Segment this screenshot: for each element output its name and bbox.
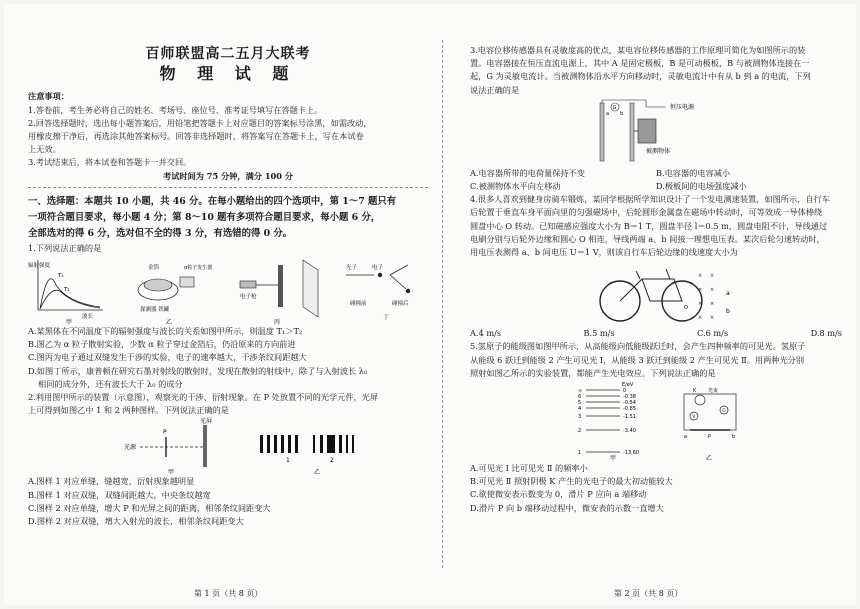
q4-stem-cont: 用电压表测得 a、b 间电压 U＝1 V，则该自行车后轮边缘的线速度大小为 — [470, 247, 738, 258]
t2-label: T₂ — [64, 287, 70, 294]
blackbody-ylabel: 辐射强度 — [28, 263, 51, 270]
level-n-label: 4 — [578, 405, 582, 412]
q4-stem-cont: 圆盘中心 O 转动。已知磁感应强度大小为 B＝1 T，圆盘半径 l＝0.5 m，圆盘电阻不计，导线通过 — [470, 220, 828, 231]
exam-sheet — [4, 4, 856, 605]
section-line: 一项符合题目要求，每小题 4 分；第 8～10 题有多项符合题目要求，每小题 6 分， — [28, 211, 381, 223]
svg-text:×: × — [698, 273, 703, 280]
level-energy-label: -0.85 — [623, 405, 636, 412]
level-energy-label: -3.40 — [623, 427, 636, 434]
level-n-label: ∞ — [578, 387, 583, 394]
fig-label-jia: 甲 — [610, 455, 617, 463]
svg-text:×: × — [698, 315, 703, 322]
q3-options-row — [470, 180, 842, 193]
electron-gun-label: 电子枪 — [240, 294, 257, 301]
fringe-pattern-1 — [260, 435, 298, 464]
q3-figure — [470, 97, 842, 167]
q4-option-b: B.5 m/s — [583, 328, 615, 339]
object-label: 被测物体 — [646, 147, 671, 155]
fig-label-yi: 乙 — [314, 469, 321, 476]
svg-text:×: × — [710, 315, 715, 322]
energy-level-diagram — [578, 382, 639, 462]
point-b-label: b — [620, 110, 624, 117]
q1-option-c: C.图丙为电子通过双缝发生干涉的实验，电子的速率越大，干涉条纹间距越大 — [28, 352, 307, 363]
page-2 — [470, 44, 842, 515]
svg-text:×: × — [698, 287, 703, 294]
fig-label-yi: 乙 — [706, 455, 713, 463]
fringe-pattern-2 — [313, 435, 354, 464]
q5-stem: 5.氢原子的能级图如图甲所示，从高能级向低能级跃迁时，会产生四种频率的可见光。氢原子 — [470, 341, 806, 352]
level-n-label: 2 — [578, 427, 582, 434]
svg-text:×: × — [710, 301, 715, 308]
level-n-label: 5 — [578, 399, 582, 406]
exam-title: 百师联盟高二五月大联考 — [145, 46, 311, 62]
power-supply-label: 恒压电源 — [670, 103, 695, 111]
energy-unit-label: E/eV — [622, 382, 634, 389]
fig-label-yi: 乙 — [166, 319, 173, 326]
q2-figures — [28, 417, 428, 475]
q4-stem-cont: 后轮置于垂直车身平面向里的匀强磁场中，后轮圆形金属盘在磁场中转动时，可等效成一导体棒绕 — [470, 207, 823, 218]
end-b-label: b — [732, 434, 736, 441]
photon-label: 光子 — [346, 265, 358, 272]
fig-label-jia: 甲 — [168, 469, 175, 476]
electron-label: 电子 — [372, 265, 384, 272]
blackbody-xlabel: 波长 — [82, 314, 94, 321]
fig-optical-bench — [124, 417, 212, 475]
divider-line — [28, 187, 428, 188]
photoelectric-circuit — [684, 387, 736, 462]
level-n-label: 1 — [578, 449, 582, 456]
q3-stem-cont: 起，G 为灵敏电流计。当被测物体沿水平方向移动时，灵敏电流计中有从 b 到 a 的电流，下列 — [470, 71, 811, 82]
galvanometer-label: G — [612, 104, 617, 111]
q3-option-d: D.极板间的电场强度减小 — [656, 181, 747, 192]
q3-options-row — [470, 167, 842, 180]
note-line: 3.考试结束后，将本试卷和答题卡一并交回。 — [28, 157, 192, 168]
center-o-label: O — [684, 305, 688, 312]
q3-option-c: C.被测物体水平向左移动 — [470, 181, 561, 192]
q1-option-d: D.如图丁所示，康普顿在研究石墨对射线的散射时，发现在散射的射线中，除了与入射波长 λ₀ — [28, 365, 368, 376]
pattern-2-label: 2 — [330, 457, 334, 465]
q2-stem-cont: 上可得到如图乙中 1 和 2 两种图样。下列说法正确的是 — [28, 405, 229, 416]
q2-option-d: D.图样 2 对应双缝，增大入射光的波长，相邻条纹间距变大 — [28, 516, 244, 527]
q3-stem-cont: 说法正确的是 — [470, 84, 520, 95]
q3-stem: 3.电容位移传感器具有灵敏度高的优点，某电容位移传感器的工作原理可简化为如图所示的装 — [470, 45, 806, 55]
fig-label-bing: 丙 — [274, 319, 281, 326]
fig-blackbody — [28, 260, 103, 325]
level-energy-label: -13.60 — [623, 449, 640, 456]
q5-stem-cont: 从能级 6 跃迁到能级 2 产生可见光 Ⅰ，从能级 3 跃迁到能级 2 产生可见光 Ⅱ。用两种光分别 — [470, 354, 805, 365]
note-line: 用橡皮擦干净后，再选涂其他答案标号。回答非选择题时，将答案写在答题卡上，写在本试卷 — [28, 131, 364, 142]
end-a-label: a — [684, 434, 688, 441]
slider-p-label: P — [708, 434, 712, 441]
q5-option-c: C.欲使微安表示数变为 0，滑片 P 应向 a 端移动 — [470, 489, 647, 500]
page-1 — [28, 4, 428, 528]
fig-electron-slit — [240, 260, 318, 325]
page-footer-left: 第 1 页（共 8 页） — [194, 589, 263, 598]
light-source-label: 光源 — [124, 444, 137, 452]
voltmeter-v-label: V — [692, 415, 696, 421]
cathode-k-label: K — [693, 388, 697, 395]
light-beam-label: 光束 — [708, 388, 719, 395]
q4-option-d: D.8 m/s — [810, 328, 842, 339]
q5-option-b: B.可见光 Ⅱ 照射阴极 K 产生的光电子的最大初动能较大 — [470, 476, 673, 487]
level-energy-label: -0.54 — [623, 399, 636, 406]
q5-option-d: D.滑片 P 向 b 端移动过程中，微安表的示数一直增大 — [470, 502, 664, 513]
subject-title: 物 理 试 题 — [159, 64, 297, 84]
q3-option-b: B.电容器的电容减小 — [656, 167, 731, 178]
svg-text:×: × — [710, 287, 715, 294]
q2-option-b: B.图样 1 对应双缝，双缝间距越大，中央条纹越宽 — [28, 489, 211, 500]
q4-stem-cont: 电刷分别与后轮外边缘和圆心 O 相连，导线两端 a、b 间接一理想电压表。某次后轮匀速转动时， — [470, 233, 825, 244]
terminal-b-label: b — [726, 308, 730, 316]
page-footer-right: 第 2 页（共 8 页） — [614, 589, 683, 598]
fig-label-ding: 丁 — [383, 314, 390, 322]
q1-option-a: A.某黑体在不同温度下的辐射强度与波长的关系如图甲所示，则温度 T₁＞T₂ — [28, 326, 303, 337]
level-energy-label: -0.38 — [623, 393, 636, 400]
level-n-label: 6 — [578, 393, 582, 400]
page-divider — [442, 40, 443, 568]
fig-alpha-scattering — [138, 263, 212, 325]
section-instructions — [28, 194, 428, 242]
q1-stem: 1.下列说法正确的是 — [28, 242, 102, 253]
q5-figures — [470, 380, 842, 462]
q3-option-a: A.电容器所带的电荷量保持不变 — [470, 167, 585, 178]
note-line: 1.答卷前，考生务必将自己的姓名、考场号、座位号、准考证号填写在答题卡上。 — [28, 104, 323, 115]
q1-option-b: B.图乙为 α 粒子散射实验，少数 α 粒子穿过金箔后，仍沿原来的方向前进 — [28, 339, 296, 350]
q3-stem-cont: 置。电容器接在恒压直流电源上，其中 A 是固定极板，B 是可动极板，B 与被测物体连接在一 — [470, 58, 810, 69]
pattern-1-label: 1 — [286, 457, 290, 465]
fig-compton — [346, 263, 410, 321]
level-energy-label: -1.51 — [623, 413, 636, 420]
section-line: 全部选对的得 6 分，选对但不全的得 3 分，有选错的得 0 分。 — [28, 227, 293, 239]
before-label: 碰撞前 — [350, 301, 367, 308]
q5-stem-cont: 照射如图乙所示的实验装置，都能产生光电效应。下列说法正确的是 — [470, 367, 716, 378]
terminal-a-label: a — [726, 290, 730, 298]
level-energy-label: 0 — [623, 387, 627, 394]
foil-label: 金箔 — [148, 265, 160, 272]
q4-option-a: A.4 m/s — [470, 328, 502, 339]
point-a-label: a — [606, 110, 610, 117]
note-line: 上无效。 — [28, 144, 61, 155]
detector-label: 探测器 铁罐 — [140, 307, 170, 314]
q5-option-a: A.可见光 Ⅰ 比可见光 Ⅱ 的频率小 — [470, 463, 588, 474]
q1-option-d-cont: 相同的成分外，还有波长大于 λ₀ 的成分 — [38, 378, 183, 389]
fig-label-jia: 甲 — [66, 319, 73, 326]
after-label: 碰撞后 — [392, 301, 409, 308]
note-line: 2.回答选择题时，选出每小题答案后，用铅笔把答题卡上对应题目的答案标号涂黑，如需改动， — [28, 117, 372, 128]
q2-option-c: C.图样 2 对应单缝，增大 P 和光屏之间的距离，相邻条纹间距变大 — [28, 502, 271, 513]
notes-heading: 注意事项： — [28, 91, 69, 102]
section-line: 一、选择题：本题共 10 小题，共 46 分。在每小题给出的四个选项中，第 1～7 题只有 — [28, 195, 397, 207]
svg-text:×: × — [698, 301, 703, 308]
exam-time: 考试时间为 75 分钟，满分 100 分 — [163, 170, 293, 181]
q1-figures — [28, 255, 428, 325]
q4-option-c: C.6 m/s — [697, 328, 729, 339]
t1-label: T₁ — [58, 273, 64, 280]
screen-label: 光屏 — [200, 418, 213, 426]
q4-bicycle-figure — [470, 259, 842, 327]
level-n-label: 3 — [578, 413, 582, 420]
svg-text:×: × — [710, 273, 715, 280]
ammeter-g-label: G — [722, 409, 726, 415]
q2-stem: 2.利用图甲所示的装置（示意图），观察光的干涉、衍射现象。在 P 处放置不同的光学元件，光屏 — [28, 392, 379, 403]
q4-stem: 4.很多人喜欢到健身房骑车锻炼，某同学根据所学知识设计了一个发电测速装置，如图所示，自行车 — [470, 194, 830, 205]
q2-option-a: A.图样 1 对应单缝，缝越宽，衍射现象越明显 — [28, 476, 195, 487]
alpha-source-label: α粒子发生器 — [184, 265, 213, 272]
p-label: P — [163, 429, 167, 437]
q4-options-row — [470, 327, 842, 340]
